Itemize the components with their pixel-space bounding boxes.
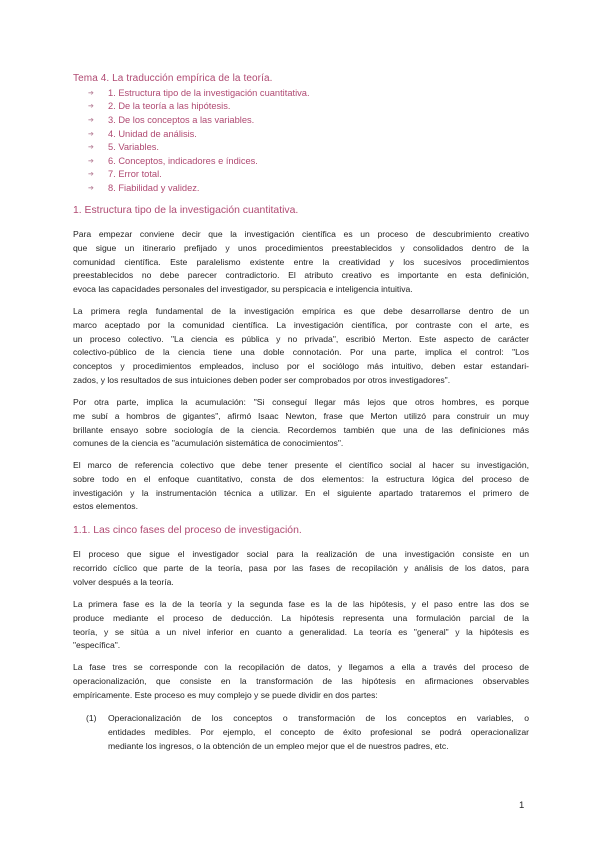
- toc-item[interactable]: ➔ 1. Estructura tipo de la investigación cuantitativa.: [88, 87, 310, 98]
- arrow-bullet-icon: ➔: [88, 171, 94, 179]
- section-heading: 1. Estructura tipo de la investigación cuantitativa.: [73, 205, 299, 216]
- toc-item[interactable]: ➔ 3. De los conceptos a las variables.: [88, 114, 255, 125]
- arrow-bullet-icon: ➔: [88, 184, 94, 192]
- paragraph: La fase tres se corresponde con la recopilación de datos, y llegamos a ella a través del proceso de operacionalización, que consiste en la transformación de las hipótesis en afirmaciones observables empíricamente. Este proceso es muy complejo y se puede dividir en dos partes:: [73, 662, 529, 700]
- paragraph: La primera regla fundamental de la investigación empírica es que debe desarrollarse dentro de un marco aceptado por la comunidad científica. La investigación científica, por contraste con el arte, es un proceso colectivo. "La ciencia es pública y no privada", escribió Merton. Este aspecto de carácter colectivo-público de la ciencia tiene una doble connotación. Por una parte, implica el control: "Los conceptos y procedimientos empleados, incluso por el sociólogo más intuitivo, deben estar estandari- zados, y los resultados de sus intuiciones deben poder ser comprobados por otros investigadores".: [73, 306, 529, 385]
- arrow-bullet-icon: ➔: [88, 89, 94, 97]
- arrow-bullet-icon: ➔: [88, 144, 94, 152]
- paragraph: Para empezar conviene decir que la investigación científica es un proceso de descubrimiento creativo que sigue un itinerario prefijado y unos procedimientos preestablecidos y consolidados dentro de la comunidad científica. Este paralelismo existente entre la creatividad y los sucesivos procedimientos preestablecidos no debe parecer contradictorio. El atributo creativo es importante en esta definición, evoca las capacidades personales del investigador, su perspicacia e inteligencia intuitiva.: [73, 229, 529, 295]
- list-number: (1): [86, 713, 97, 723]
- list-item-text: Operacionalización de los conceptos o transformación de los conceptos en variables, o entidades medibles. Por ejemplo, el concepto de éxito profesional se podrá operacionalizar mediante los ingresos, o la obtención de un empleo mejor que el de nuestros padres, etc.: [108, 713, 529, 751]
- toc-item[interactable]: ➔ 7. Error total.: [88, 169, 162, 180]
- toc-item[interactable]: ➔ 4. Unidad de análisis.: [88, 128, 197, 139]
- subsection-heading: 1.1. Las cinco fases del proceso de investigación.: [73, 525, 302, 536]
- toc-item[interactable]: ➔ 8. Fiabilidad y validez.: [88, 182, 200, 193]
- table-of-contents: [88, 86, 310, 195]
- arrow-bullet-icon: ➔: [88, 116, 94, 124]
- page-number: 1: [519, 800, 525, 811]
- toc-item[interactable]: ➔ 6. Conceptos, indicadores e índices.: [88, 155, 258, 166]
- toc-item[interactable]: ➔ 5. Variables.: [88, 142, 159, 153]
- toc-item[interactable]: ➔ 2. De la teoría a las hipótesis.: [88, 101, 231, 112]
- paragraph: El proceso que sigue el investigador social para la realización de una investigación consiste en un recorrido cíclico que parte de la teoría, pasa por las fases de recopilación y análisis de los datos, para volver después a la teoría.: [73, 549, 529, 587]
- paragraph: La primera fase es la de la teoría y la segunda fase es la de las hipótesis, y el paso entre las dos se produce mediante el proceso de deducción. La hipótesis representa una formulación parcial de la teoría, y se sitúa a un nivel inferior en cuanto a generalidad. La teoría es "general" y la hipótesis es "específica".: [73, 599, 529, 651]
- arrow-bullet-icon: ➔: [88, 130, 94, 138]
- arrow-bullet-icon: ➔: [88, 157, 94, 165]
- paragraph: Por otra parte, implica la acumulación: "Si conseguí llegar más lejos que otros hombres, es porque me subí a hombros de gigantes", afirmó Isaac Newton, frase que Merton utilizó para construir un muy brillante ensayo sobre sociología de la ciencia. Recordemos también que una de las definiciones más comunes de la ciencia es "acumulación sistemática de conocimientos".: [73, 397, 529, 449]
- toc-title: Tema 4. La traducción empírica de la teoría.: [73, 73, 273, 84]
- arrow-bullet-icon: ➔: [88, 103, 94, 111]
- paragraph: El marco de referencia colectivo que debe tener presente el científico social al hacer su investigación, sobre todo en el enfoque cuantitativo, consta de dos elementos: la estructura lógica del proceso de investigación y la instrumentación técnica a utilizar. En el siguiente apartado trataremos el primero de estos elementos.: [73, 460, 529, 512]
